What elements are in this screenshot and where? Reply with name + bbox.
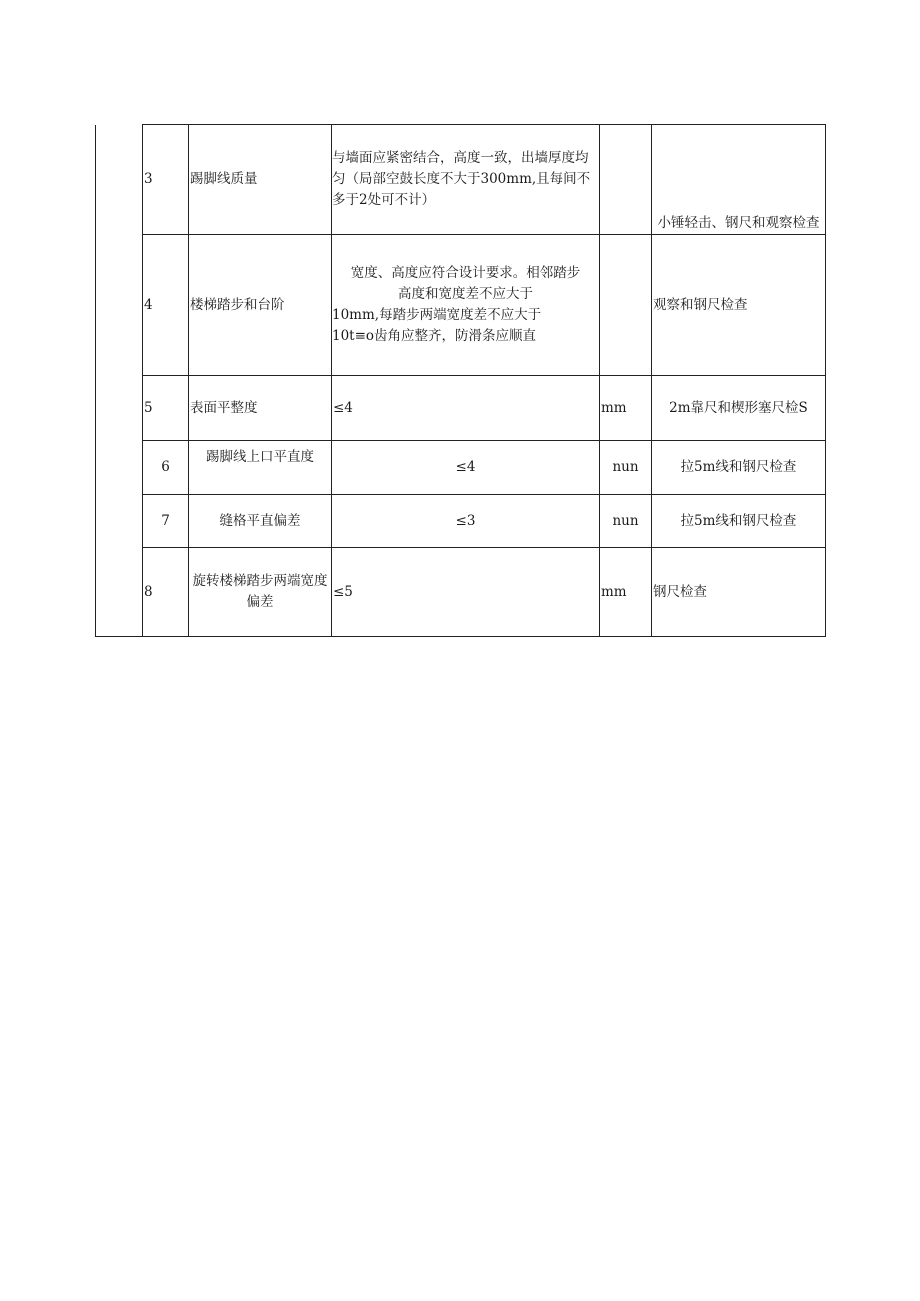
requirement-text: ≤4: [332, 376, 600, 441]
item-name: 表面平整度: [189, 376, 332, 441]
method-cell: 2m靠尺和楔形塞尺检S: [652, 376, 826, 441]
method-cell: 拉5m线和钢尺检查: [652, 495, 826, 548]
requirement-text: ≤3: [332, 495, 600, 548]
unit-cell: nun: [600, 495, 652, 548]
item-name: 踢脚线上口平直度: [189, 441, 332, 495]
unit-cell: [600, 235, 652, 376]
table-row: [96, 441, 826, 495]
row-number: 8: [143, 548, 189, 637]
requirement-line: 高度和宽度差不应大于: [398, 286, 533, 303]
row-number: 3: [143, 125, 189, 235]
method-cell: [652, 125, 826, 235]
requirement-line: 宽度、高度应符合设计要求。相邻踏步: [350, 265, 581, 282]
table-row: [96, 376, 826, 441]
item-name: 缝格平直偏差: [189, 495, 332, 548]
table-row: [96, 548, 826, 637]
method-text: 小锤轻击、钢尺和观察检查: [657, 215, 820, 232]
requirement-line: 10mm,每踏步两端宽度差不应大于: [332, 307, 542, 323]
row-number: 7: [143, 495, 189, 548]
item-name: 踢脚线质量: [189, 125, 332, 235]
requirement-text: [332, 235, 600, 376]
unit-cell: nun: [600, 441, 652, 495]
method-cell: 钢尺检查: [652, 548, 826, 637]
requirement-text: 与墙面应紧密结合，高度一致，出墙厚度均匀（局部空鼓长度不大于300mm,且每间不多于2处可不计）: [332, 125, 600, 235]
method-cell: 观察和钢尺检查: [652, 235, 826, 376]
table-row: [96, 235, 826, 376]
table-row: [96, 495, 826, 548]
requirement-text: ≤4: [332, 441, 600, 495]
item-name: 楼梯踏步和台阶: [189, 235, 332, 376]
unit-cell: mm: [600, 376, 652, 441]
group-cell: [96, 125, 143, 637]
row-number: 6: [143, 441, 189, 495]
requirement-text: ≤5: [332, 548, 600, 637]
requirement-line: 10t≡o齿角应整齐，防滑条应顺直: [332, 327, 537, 344]
row-number: 4: [143, 235, 189, 376]
method-cell: 拉5m线和钢尺检查: [652, 441, 826, 495]
table-row: [96, 125, 826, 235]
unit-cell: mm: [600, 548, 652, 637]
unit-cell: [600, 125, 652, 235]
inspection-table: [95, 124, 826, 637]
item-name: 旋转楼梯踏步两端宽度偏差: [189, 548, 332, 637]
row-number: 5: [143, 376, 189, 441]
